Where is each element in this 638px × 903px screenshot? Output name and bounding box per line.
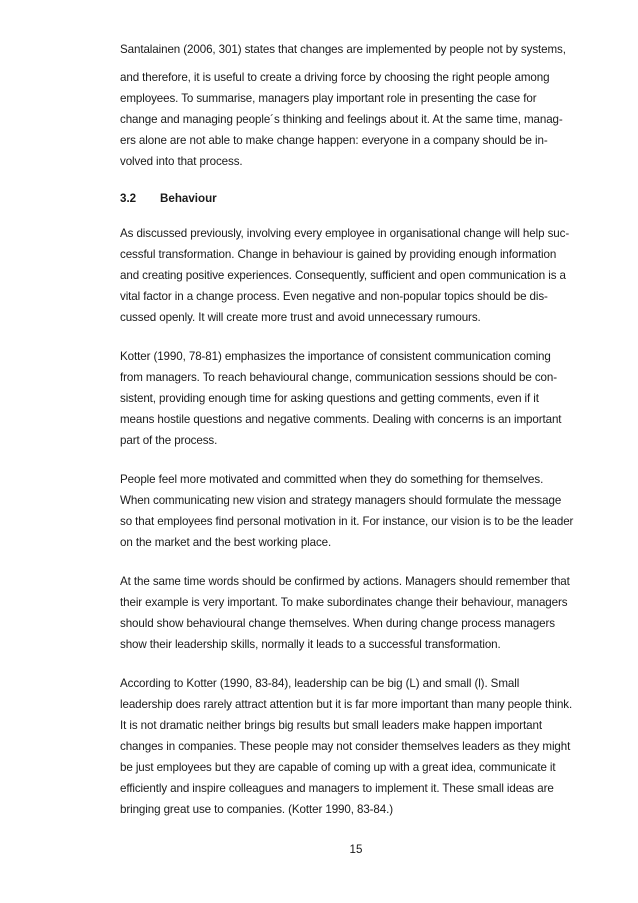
paragraph-6-line-4: changes in companies. These people may not consider themselves leaders as they might bbox=[120, 740, 571, 753]
paragraph-1-line-1: Santalainen (2006, 301) states that changes are implemented by people not by systems, bbox=[120, 43, 566, 56]
section-number: 3.2 bbox=[120, 192, 137, 205]
paragraph-1-line-6: volved into that process. bbox=[120, 155, 243, 168]
paragraph-6-line-1: According to Kotter (1990, 83-84), leadership can be big (L) and small (l). Small bbox=[120, 677, 520, 690]
paragraph-5-line-1: At the same time words should be confirmed by actions. Managers should remember that bbox=[120, 575, 570, 588]
paragraph-6-line-2: leadership does rarely attract attention but it is far more important than many people think. bbox=[120, 698, 573, 711]
paragraph-1-line-3: employees. To summarise, managers play important role in presenting the case for bbox=[120, 92, 537, 105]
section-title: Behaviour bbox=[160, 192, 217, 205]
page-number: 15 bbox=[349, 843, 363, 856]
paragraph-5-line-2: their example is very important. To make subordinates change their behaviour, managers bbox=[120, 596, 568, 609]
paragraph-4-line-3: so that employees find personal motivation in it. For instance, our vision is to be the leader bbox=[120, 515, 574, 528]
paragraph-4-line-2: When communicating new vision and strategy managers should formulate the message bbox=[120, 494, 562, 507]
paragraph-2-line-4: vital factor in a change process. Even negative and non-popular topics should be dis- bbox=[120, 290, 548, 303]
paragraph-6-line-5: be just employees but they are capable of coming up with a great idea, communicate it bbox=[120, 761, 556, 774]
paragraph-3-line-3: sistent, providing enough time for asking questions and getting comments, even if it bbox=[120, 392, 539, 405]
paragraph-2-line-2: cessful transformation. Change in behaviour is gained by providing enough information bbox=[120, 248, 557, 261]
paragraph-3-line-4: means hostile questions and negative comments. Dealing with concerns is an important bbox=[120, 413, 562, 426]
paragraph-6-line-7: bringing great use to companies. (Kotter 1990, 83-84.) bbox=[120, 803, 394, 816]
paragraph-1-line-5: ers alone are not able to make change happen: everyone in a company should be in- bbox=[120, 134, 548, 147]
paragraph-6-line-3: It is not dramatic neither brings big results but small leaders make happen important bbox=[120, 719, 542, 732]
section-heading bbox=[120, 192, 217, 206]
paragraph-1-line-2: and therefore, it is useful to create a driving force by choosing the right people among bbox=[120, 71, 550, 84]
paragraph-1-line-4: change and managing people´s thinking and feelings about it. At the same time, manag- bbox=[120, 113, 563, 126]
paragraph-4-line-4: on the market and the best working place. bbox=[120, 536, 332, 549]
paragraph-2-line-5: cussed openly. It will create more trust and avoid unnecessary rumours. bbox=[120, 311, 481, 324]
paragraph-3-line-2: from managers. To reach behavioural change, communication sessions should be con- bbox=[120, 371, 558, 384]
paragraph-5-line-3: should show behavioural change themselves. When during change process managers bbox=[120, 617, 555, 630]
paragraph-4-line-1: People feel more motivated and committed when they do something for themselves. bbox=[120, 473, 544, 486]
paragraph-2-line-1: As discussed previously, involving every employee in organisational change will help suc- bbox=[120, 227, 570, 240]
paragraph-2-line-3: and creating positive experiences. Consequently, sufficient and open communication is a bbox=[120, 269, 566, 282]
paragraph-6-line-6: efficiently and inspire colleagues and managers to implement it. These small ideas are bbox=[120, 782, 554, 795]
paragraph-5-line-4: show their leadership skills, normally it leads to a successful transformation. bbox=[120, 638, 501, 651]
paragraph-3-line-1: Kotter (1990, 78-81) emphasizes the importance of consistent communication coming bbox=[120, 350, 551, 363]
paragraph-3-line-5: part of the process. bbox=[120, 434, 218, 447]
